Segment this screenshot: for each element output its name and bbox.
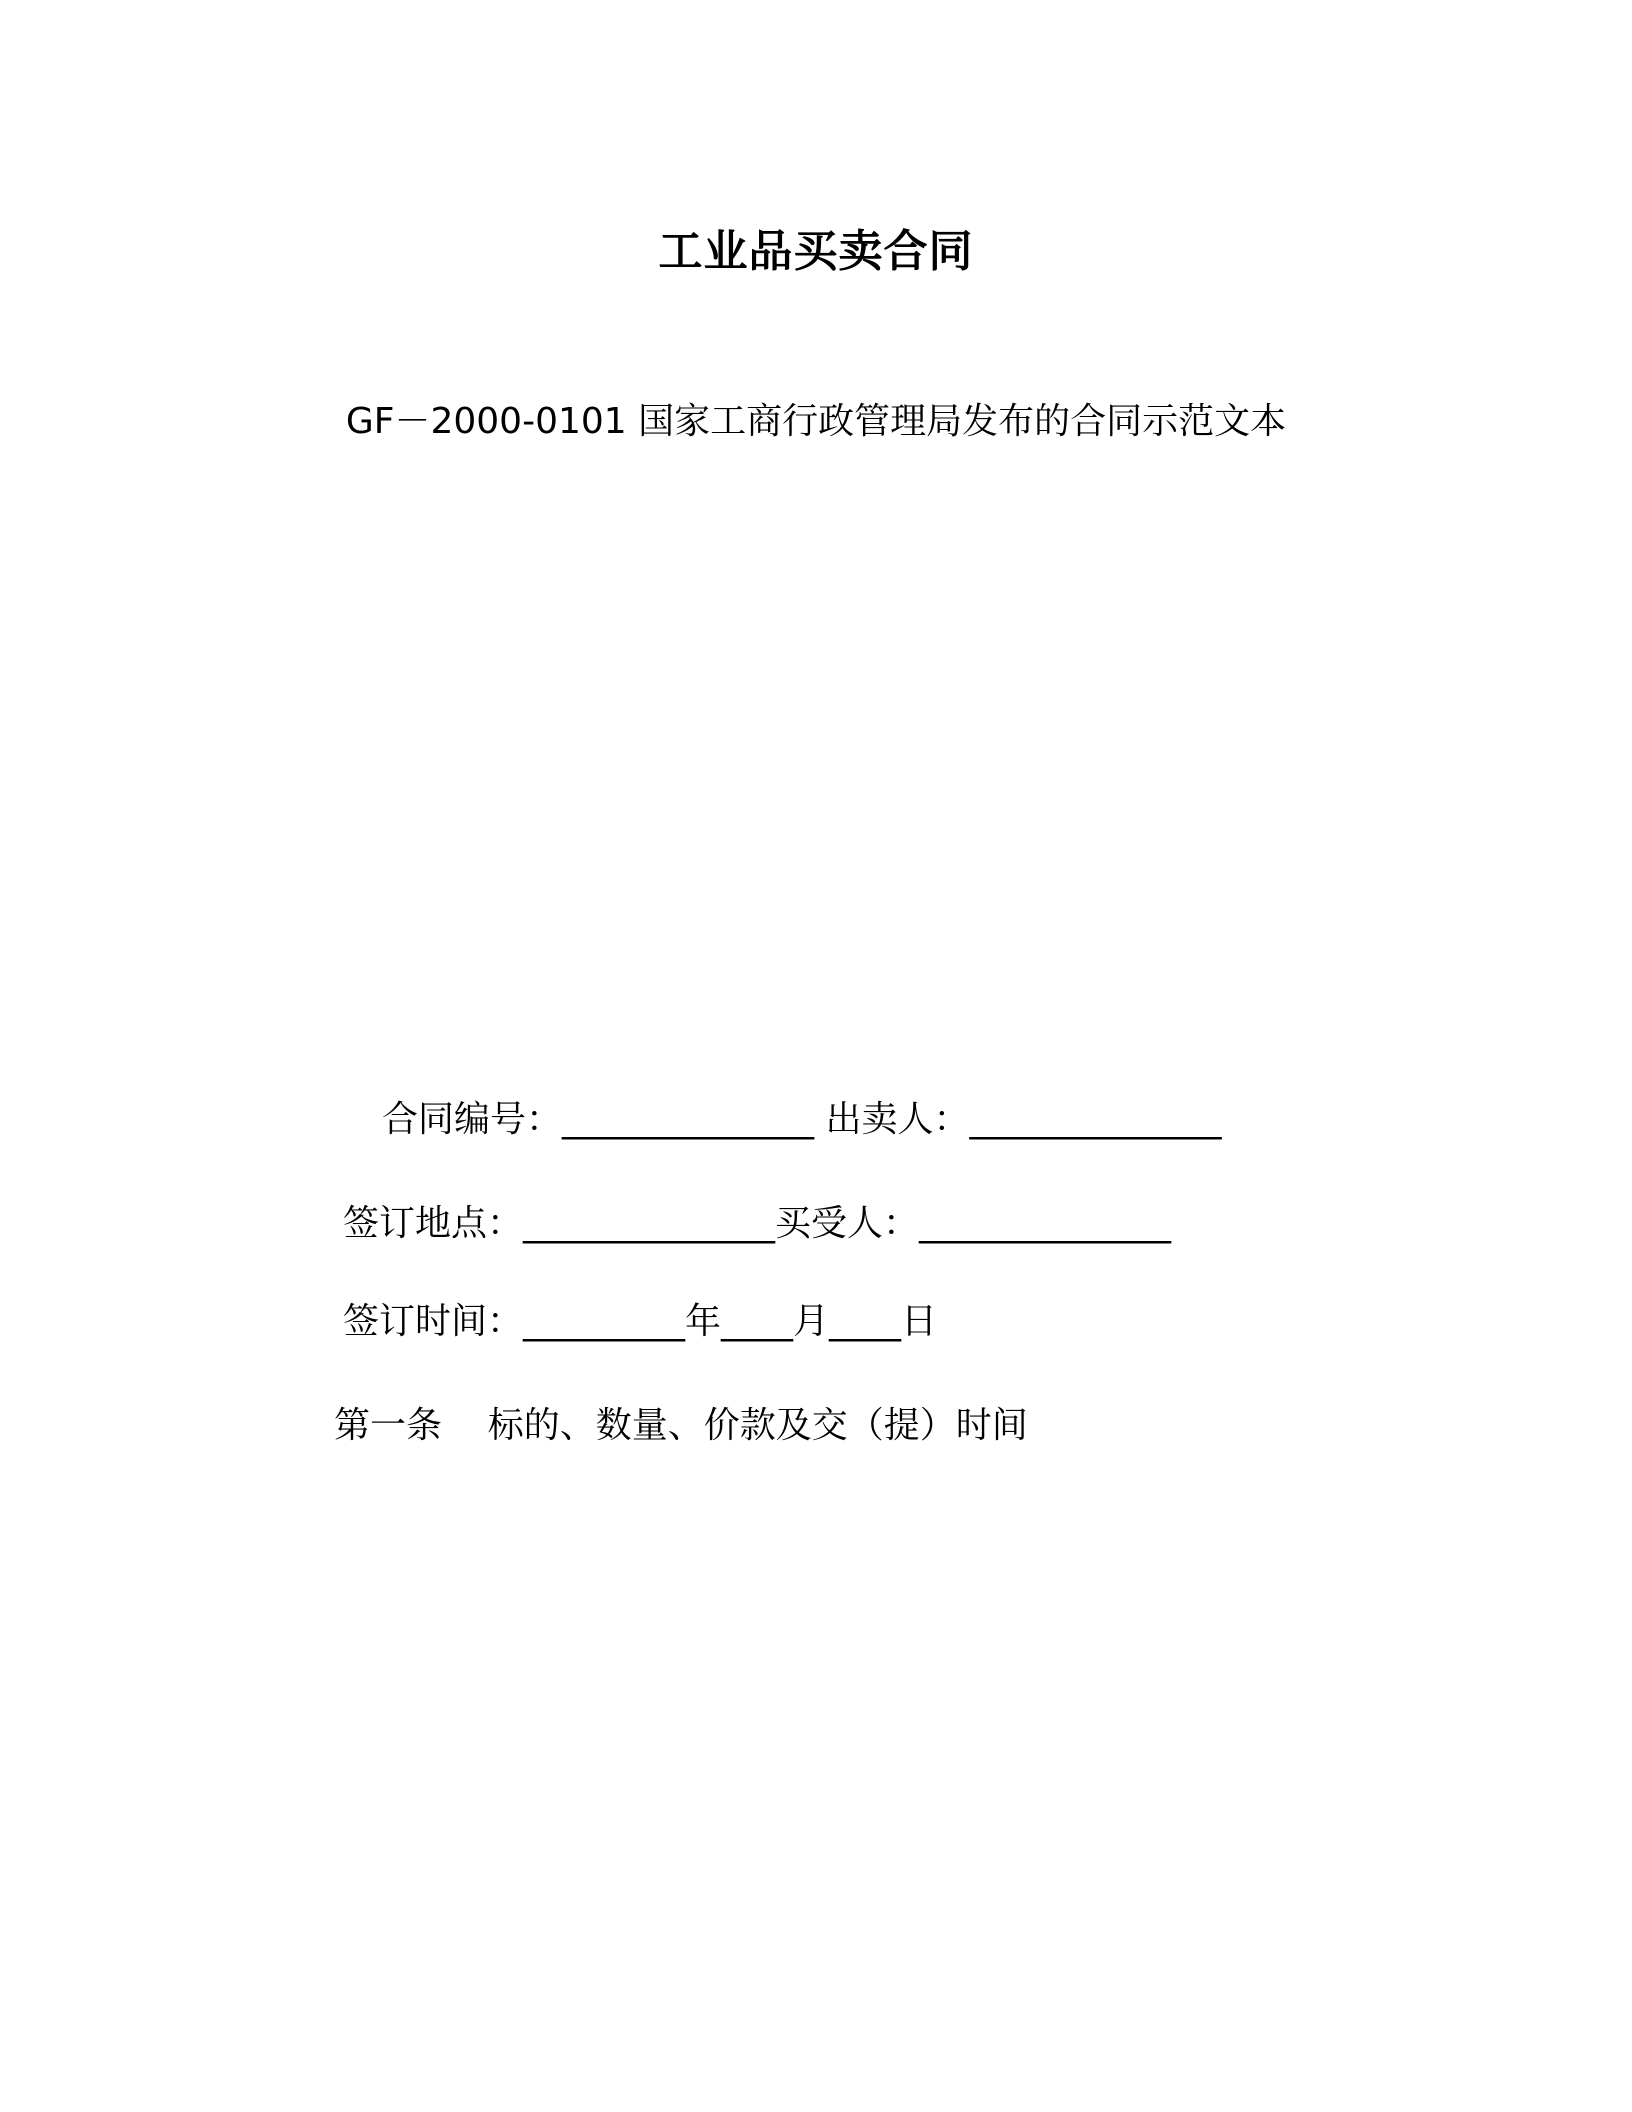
contract-number-seller-line: 合同编号：______________ 出卖人：______________: [382, 1099, 1222, 1140]
page-title: 工业品买卖合同: [658, 226, 974, 277]
article-1-heading: 第一条 标的、数量、价款及交（提）时间: [334, 1405, 1028, 1446]
signing-date-line: 签订时间：_________年____月____日: [343, 1301, 938, 1342]
signing-place-buyer-line: 签订地点：______________买受人：______________: [343, 1203, 1172, 1244]
page-subtitle: GF－2000-0101 国家工商行政管理局发布的合同示范文本: [345, 401, 1287, 442]
